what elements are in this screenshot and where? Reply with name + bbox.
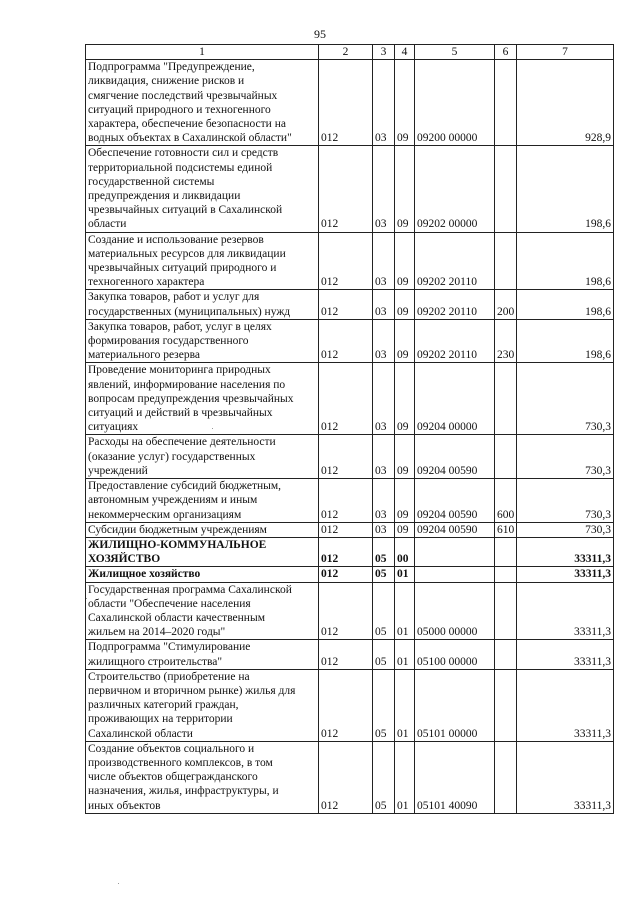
amount-cell: 730,3 [517,435,614,479]
subsection-code-cell: 01 [395,741,415,813]
budget-table [85,44,614,814]
table-row [86,522,614,537]
amount-cell: 928,9 [517,60,614,146]
target-article-cell [415,537,495,566]
amount-cell: 730,3 [517,363,614,435]
description-line: ситуациях [88,421,139,434]
description-line: первичном и вторичном рынке) жилья для [88,684,296,697]
table-row [86,146,614,232]
ministry-code-cell: 012 [319,537,373,566]
table-row [86,537,614,566]
section-code-cell: 03 [373,60,395,146]
subsection-code-cell: 01 [395,640,415,669]
expense-type-cell [495,582,517,640]
row-description [86,363,319,435]
section-code-cell: 03 [373,319,395,363]
table-row [86,741,614,813]
description-line: материального резерва [88,349,200,362]
column-header: 4 [395,45,415,60]
subsection-code-cell: 09 [395,319,415,363]
amount-cell: 198,6 [517,319,614,363]
ministry-code-cell: 012 [319,669,373,741]
description-line: проживающих на территории [88,713,233,726]
expense-type-cell [495,741,517,813]
target-article-cell [415,567,495,582]
target-article-cell: 09202 00000 [415,146,495,232]
expense-type-cell [495,435,517,479]
row-description [86,232,319,290]
description-line: Государственная программа Сахалинской [88,583,292,596]
target-article-cell: 09204 00590 [415,435,495,479]
description-line: Строительство (приобретение на [88,670,250,683]
target-article-cell: 05100 00000 [415,640,495,669]
target-article-cell: 05101 00000 [415,669,495,741]
description-line: Закупка товаров, работ, услуг в целях [88,320,272,333]
subsection-code-cell: 01 [395,669,415,741]
description-line: Сахалинской области [88,727,193,740]
row-description [86,146,319,232]
section-code-cell: 03 [373,522,395,537]
target-article-cell: 09204 00590 [415,479,495,523]
description-line: учреждений [88,464,148,477]
row-description [86,435,319,479]
section-code-cell: 05 [373,741,395,813]
description-line: Создание объектов социального и [88,742,255,755]
table-header-row [86,45,614,60]
subsection-code-cell: 09 [395,60,415,146]
expense-type-cell [495,640,517,669]
column-header: 7 [517,45,614,60]
ministry-code-cell: 012 [319,290,373,319]
section-code-cell: 05 [373,669,395,741]
expense-type-cell: 610 [495,522,517,537]
ministry-code-cell: 012 [319,232,373,290]
ministry-code-cell: 012 [319,640,373,669]
description-line: ХОЗЯЙСТВО [88,553,161,566]
target-article-cell: 09202 20110 [415,232,495,290]
target-article-cell: 09200 00000 [415,60,495,146]
amount-cell: 33311,3 [517,741,614,813]
section-code-cell: 03 [373,146,395,232]
description-line: водных объектах в Сахалинской области" [88,132,292,145]
expense-type-cell [495,567,517,582]
description-line: Подпрограмма "Стимулирование [88,641,251,654]
description-line: государственных (муниципальных) нужд [88,305,291,318]
description-line: Создание и использование резервов [88,233,264,246]
description-line: Предоставление субсидий бюджетным, [88,480,282,493]
table-row [86,479,614,523]
row-description [86,60,319,146]
ministry-code-cell: 012 [319,582,373,640]
table-row [86,582,614,640]
column-header: 5 [415,45,495,60]
description-line: производственного комплексов, в том [88,756,273,769]
scan-speck [118,883,119,884]
table-row [86,290,614,319]
amount-cell: 198,6 [517,146,614,232]
description-line: области "Обеспечение населения [88,597,251,610]
column-header: 2 [319,45,373,60]
description-line: Подпрограмма "Предупреждение, [88,61,255,74]
table-row [86,232,614,290]
ministry-code-cell: 012 [319,741,373,813]
section-code-cell: 03 [373,232,395,290]
expense-type-cell: 230 [495,319,517,363]
section-code-cell: 05 [373,567,395,582]
description-line: формирования государственного [88,335,249,348]
row-description [86,640,319,669]
section-code-cell: 03 [373,479,395,523]
description-line: территориальной подсистемы единой [88,161,273,174]
table-row [86,363,614,435]
description-line: Закупка товаров, работ и услуг для [88,291,260,304]
subsection-code-cell: 09 [395,479,415,523]
target-article-cell: 09202 20110 [415,319,495,363]
expense-type-cell [495,60,517,146]
amount-cell: 33311,3 [517,669,614,741]
subsection-code-cell: 09 [395,290,415,319]
amount-cell: 730,3 [517,522,614,537]
row-description [86,522,319,537]
amount-cell: 33311,3 [517,567,614,582]
description-line: характера, обеспечение безопасности на [88,118,286,131]
subsection-code-cell: 09 [395,435,415,479]
scan-speck [212,428,213,429]
section-code-cell: 03 [373,435,395,479]
amount-cell: 198,6 [517,290,614,319]
target-article-cell: 05000 00000 [415,582,495,640]
ministry-code-cell: 012 [319,363,373,435]
description-line: различных категорий граждан, [88,699,239,712]
ministry-code-cell: 012 [319,146,373,232]
description-line: автономным учреждениям и иным [88,494,258,507]
expense-type-cell [495,669,517,741]
expense-type-cell [495,363,517,435]
table-row [86,319,614,363]
description-line: предупреждения и ликвидации [88,190,241,203]
description-line: Обеспечение готовности сил и средств [88,147,279,160]
table-row [86,640,614,669]
subsection-code-cell: 09 [395,232,415,290]
ministry-code-cell: 012 [319,319,373,363]
section-code-cell: 03 [373,363,395,435]
description-line: вопросам предупреждения чрезвычайных [88,392,294,405]
description-line: ликвидация, снижение рисков и [88,75,245,88]
description-line: государственной системы [88,175,215,188]
description-line: области [88,218,127,231]
description-line: жилищного строительства" [88,655,223,668]
section-code-cell: 05 [373,640,395,669]
description-line: жильем на 2014–2020 годы" [88,626,226,639]
row-description [86,479,319,523]
ministry-code-cell: 012 [319,479,373,523]
description-line: Сахалинской области качественным [88,611,265,624]
row-description [86,582,319,640]
row-description [86,741,319,813]
subsection-code-cell: 00 [395,537,415,566]
amount-cell: 198,6 [517,232,614,290]
description-line: некоммерческим организациям [88,508,242,521]
description-line: чрезвычайных ситуаций в Сахалинской [88,204,283,217]
row-description [86,669,319,741]
description-line: числе объектов общегражданского [88,771,258,784]
subsection-code-cell: 09 [395,522,415,537]
description-line: Проведение мониторинга природных [88,364,271,377]
ministry-code-cell: 012 [319,435,373,479]
section-code-cell: 03 [373,290,395,319]
column-header: 6 [495,45,517,60]
amount-cell: 730,3 [517,479,614,523]
table-row [86,435,614,479]
description-line: техногенного характера [88,276,205,289]
subsection-code-cell: 01 [395,567,415,582]
ministry-code-cell: 012 [319,567,373,582]
subsection-code-cell: 09 [395,363,415,435]
column-header: 1 [86,45,319,60]
description-line: материальных ресурсов для ликвидации [88,247,286,260]
target-article-cell: 09202 20110 [415,290,495,319]
description-line: смягчение последствий чрезвычайных [88,89,278,102]
ministry-code-cell: 012 [319,522,373,537]
description-line: явлений, информирование населения по [88,378,286,391]
description-line: Субсидии бюджетным учреждениям [88,523,267,536]
column-header: 3 [373,45,395,60]
expense-type-cell [495,146,517,232]
expense-type-cell [495,232,517,290]
ministry-code-cell: 012 [319,60,373,146]
target-article-cell: 09204 00000 [415,363,495,435]
target-article-cell: 09204 00590 [415,522,495,537]
row-description [86,290,319,319]
page-number: 95 [314,27,326,41]
description-line: ЖИЛИЩНО-КОММУНАЛЬНОЕ [88,538,267,551]
expense-type-cell: 600 [495,479,517,523]
description-line: иных объектов [88,799,161,812]
amount-cell: 33311,3 [517,640,614,669]
section-code-cell: 05 [373,582,395,640]
row-description [86,537,319,566]
table-row [86,60,614,146]
description-line: (оказание услуг) государственных [88,450,256,463]
subsection-code-cell: 09 [395,146,415,232]
description-line: Расходы на обеспечение деятельности [88,436,276,449]
expense-type-cell: 200 [495,290,517,319]
section-code-cell: 05 [373,537,395,566]
row-description [86,319,319,363]
target-article-cell: 05101 40090 [415,741,495,813]
row-description [86,567,319,582]
amount-cell: 33311,3 [517,537,614,566]
scan-speck [86,598,87,599]
table-row [86,567,614,582]
description-line: ситуаций природного и техногенного [88,103,271,116]
amount-cell: 33311,3 [517,582,614,640]
expense-type-cell [495,537,517,566]
description-line: назначения, жилья, инфраструктуры, и [88,785,279,798]
subsection-code-cell: 01 [395,582,415,640]
table-row [86,669,614,741]
description-line: чрезвычайных ситуаций природного и [88,262,277,275]
description-line: Жилищное хозяйство [88,568,201,581]
description-line: ситуаций и действий в чрезвычайных [88,407,273,420]
